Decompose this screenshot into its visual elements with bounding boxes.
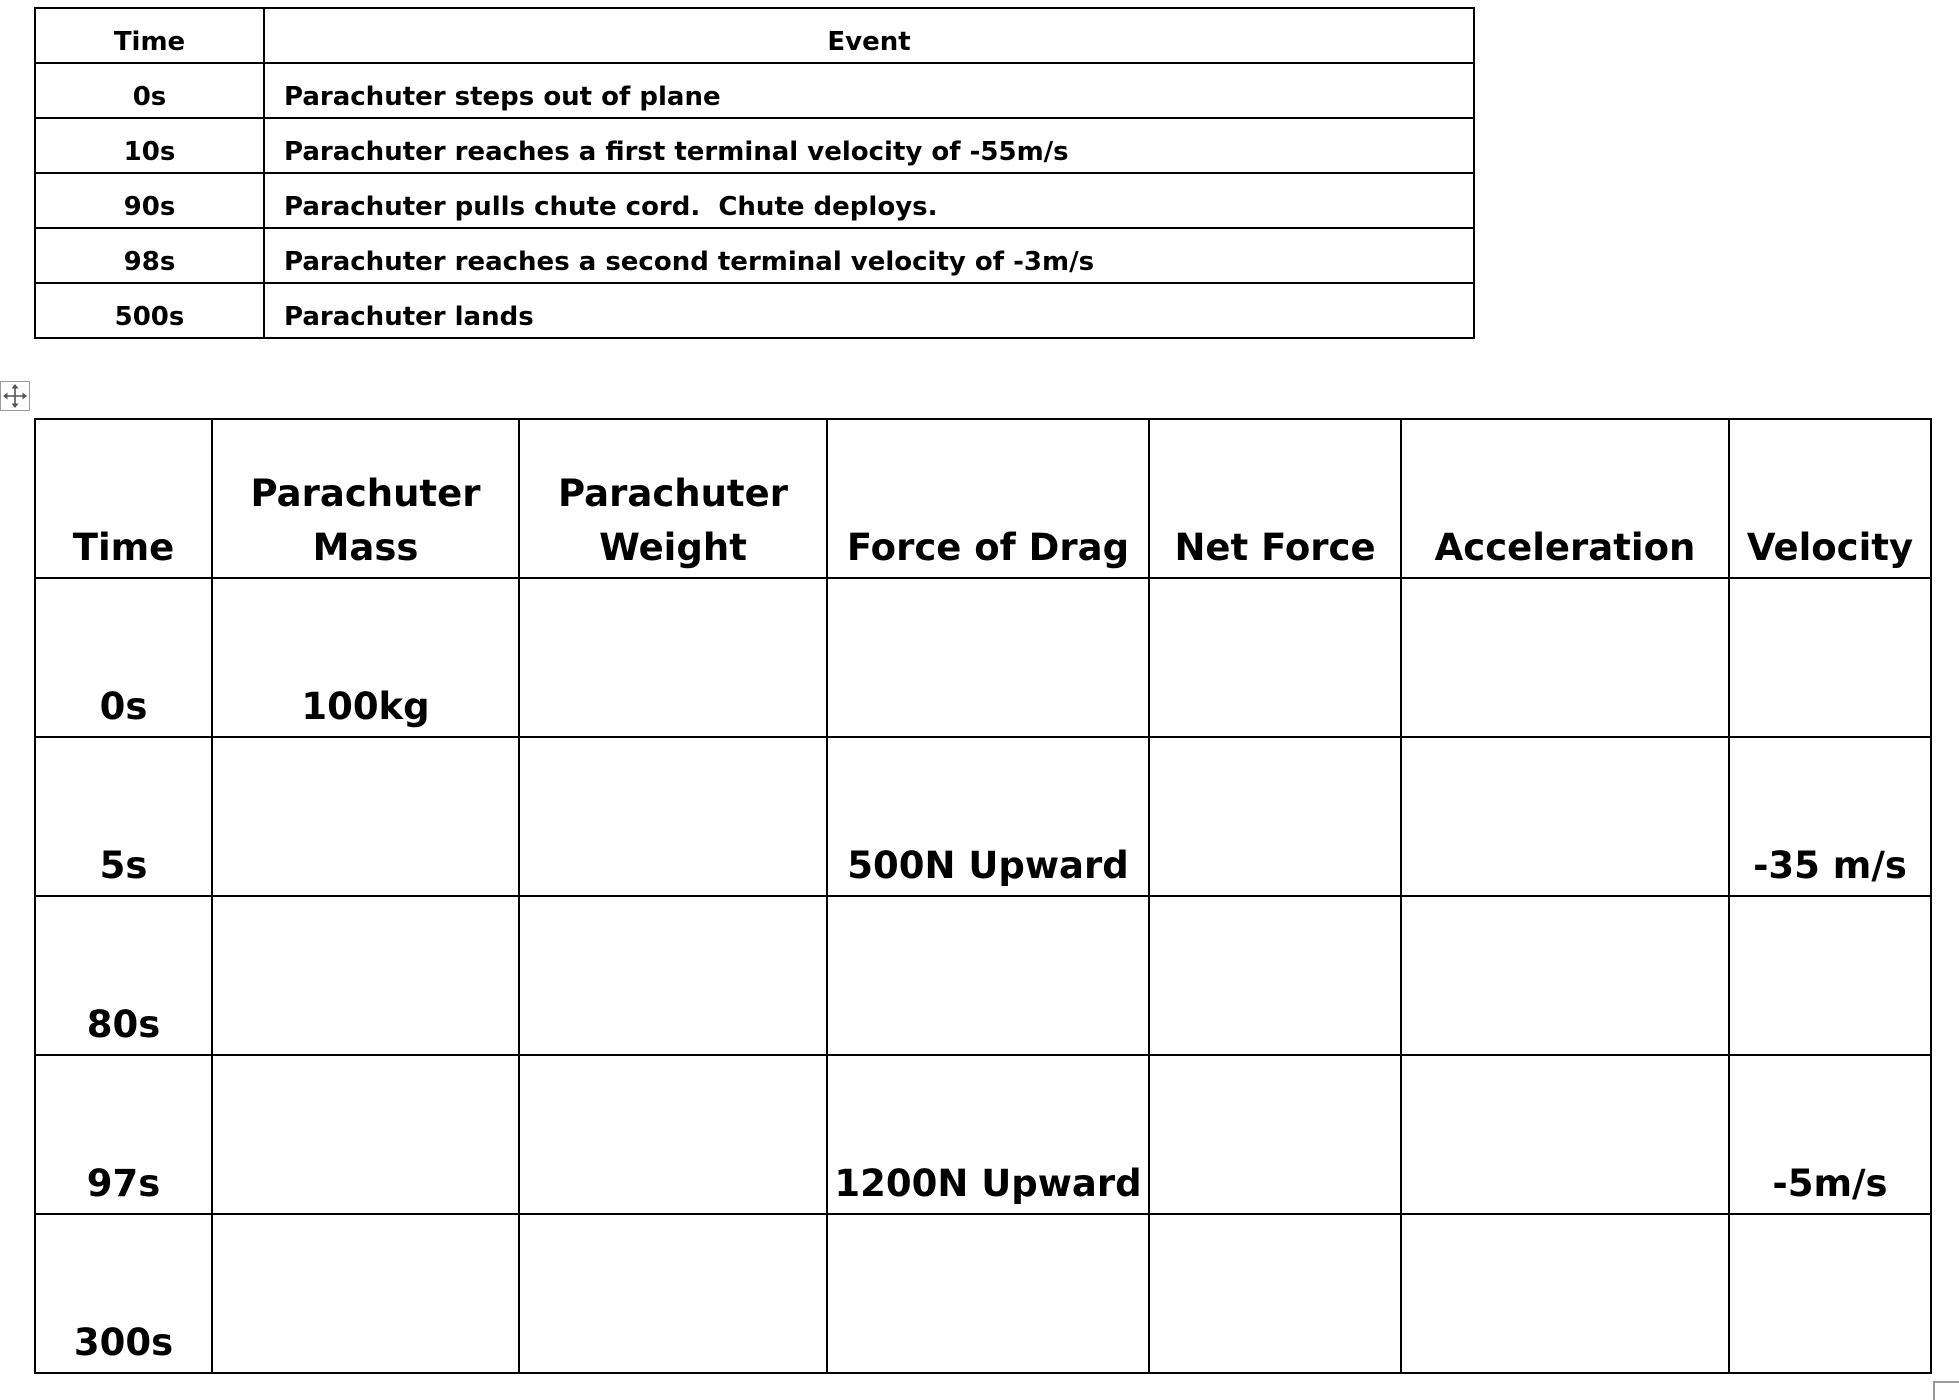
- worksheet-row: [35, 737, 1931, 896]
- worksheet-cell-mass[interactable]: [212, 896, 519, 1055]
- events-cell-event[interactable]: Parachuter reaches a first terminal velocity of -55m/s: [264, 118, 1474, 173]
- events-cell-time[interactable]: 500s: [35, 283, 264, 338]
- worksheet-header-acceleration[interactable]: Acceleration: [1401, 419, 1729, 578]
- worksheet-cell-weight[interactable]: [519, 1055, 827, 1214]
- worksheet-cell-net-force[interactable]: [1149, 896, 1401, 1055]
- events-row: [35, 173, 1474, 228]
- worksheet-cell-drag[interactable]: 500N Upward: [827, 737, 1149, 896]
- worksheet-cell-net-force[interactable]: [1149, 578, 1401, 737]
- worksheet-cell-velocity[interactable]: [1729, 896, 1931, 1055]
- worksheet-cell-acceleration[interactable]: [1401, 737, 1729, 896]
- events-row: [35, 228, 1474, 283]
- worksheet-cell-mass[interactable]: 100kg: [212, 578, 519, 737]
- worksheet-cell-velocity[interactable]: [1729, 578, 1931, 737]
- worksheet-cell-acceleration[interactable]: [1401, 578, 1729, 737]
- events-cell-event[interactable]: Parachuter steps out of plane: [264, 63, 1474, 118]
- worksheet-cell-mass[interactable]: [212, 1055, 519, 1214]
- worksheet-cell-velocity[interactable]: [1729, 1214, 1931, 1373]
- worksheet-cell-weight[interactable]: [519, 737, 827, 896]
- worksheet-header-net-force[interactable]: Net Force: [1149, 419, 1401, 578]
- events-table: [34, 7, 1475, 339]
- worksheet-cell-drag[interactable]: 1200N Upward: [827, 1055, 1149, 1214]
- worksheet-cell-velocity[interactable]: -5m/s: [1729, 1055, 1931, 1214]
- worksheet-cell-mass[interactable]: [212, 737, 519, 896]
- events-row: [35, 63, 1474, 118]
- worksheet-header-time[interactable]: Time: [35, 419, 212, 578]
- table-resize-handle[interactable]: [1933, 1381, 1959, 1400]
- events-row: [35, 283, 1474, 338]
- events-cell-event[interactable]: Parachuter lands: [264, 283, 1474, 338]
- worksheet-row: [35, 578, 1931, 737]
- events-header-time[interactable]: Time: [35, 8, 264, 63]
- worksheet-cell-weight[interactable]: [519, 896, 827, 1055]
- worksheet-cell-drag[interactable]: [827, 1214, 1149, 1373]
- worksheet-header-mass[interactable]: [212, 419, 519, 578]
- header-line: Parachuter: [250, 472, 481, 515]
- worksheet-cell-time[interactable]: 97s: [35, 1055, 212, 1214]
- worksheet-row: [35, 1055, 1931, 1214]
- worksheet-cell-net-force[interactable]: [1149, 737, 1401, 896]
- worksheet-table: [34, 418, 1932, 1374]
- worksheet-cell-time[interactable]: 80s: [35, 896, 212, 1055]
- events-cell-time[interactable]: 98s: [35, 228, 264, 283]
- worksheet-cell-net-force[interactable]: [1149, 1214, 1401, 1373]
- events-row: [35, 118, 1474, 173]
- worksheet-cell-acceleration[interactable]: [1401, 1055, 1729, 1214]
- worksheet-cell-drag[interactable]: [827, 896, 1149, 1055]
- worksheet-cell-weight[interactable]: [519, 578, 827, 737]
- worksheet-cell-time[interactable]: 0s: [35, 578, 212, 737]
- move-arrows-icon[interactable]: [0, 381, 30, 411]
- worksheet-header-row: [35, 419, 1931, 578]
- events-header-event[interactable]: Event: [264, 8, 1474, 63]
- worksheet-cell-velocity[interactable]: -35 m/s: [1729, 737, 1931, 896]
- events-cell-time[interactable]: 10s: [35, 118, 264, 173]
- worksheet-header-weight[interactable]: [519, 419, 827, 578]
- events-cell-event[interactable]: Parachuter reaches a second terminal velocity of -3m/s: [264, 228, 1474, 283]
- worksheet-cell-weight[interactable]: [519, 1214, 827, 1373]
- worksheet-cell-acceleration[interactable]: [1401, 896, 1729, 1055]
- worksheet-cell-drag[interactable]: [827, 578, 1149, 737]
- worksheet-row: [35, 896, 1931, 1055]
- worksheet-cell-mass[interactable]: [212, 1214, 519, 1373]
- worksheet-header-velocity[interactable]: Velocity: [1729, 419, 1931, 578]
- worksheet-cell-time[interactable]: 5s: [35, 737, 212, 896]
- events-cell-time[interactable]: 90s: [35, 173, 264, 228]
- worksheet-cell-acceleration[interactable]: [1401, 1214, 1729, 1373]
- events-cell-time[interactable]: 0s: [35, 63, 264, 118]
- events-header-row: [35, 8, 1474, 63]
- events-cell-event[interactable]: Parachuter pulls chute cord. Chute deploys.: [264, 173, 1474, 228]
- worksheet-row: [35, 1214, 1931, 1373]
- header-line: Parachuter: [558, 472, 788, 515]
- worksheet-cell-net-force[interactable]: [1149, 1055, 1401, 1214]
- header-line: Mass: [312, 526, 419, 569]
- worksheet-header-drag[interactable]: Force of Drag: [827, 419, 1149, 578]
- header-line: Weight: [599, 526, 747, 569]
- worksheet-cell-time[interactable]: 300s: [35, 1214, 212, 1373]
